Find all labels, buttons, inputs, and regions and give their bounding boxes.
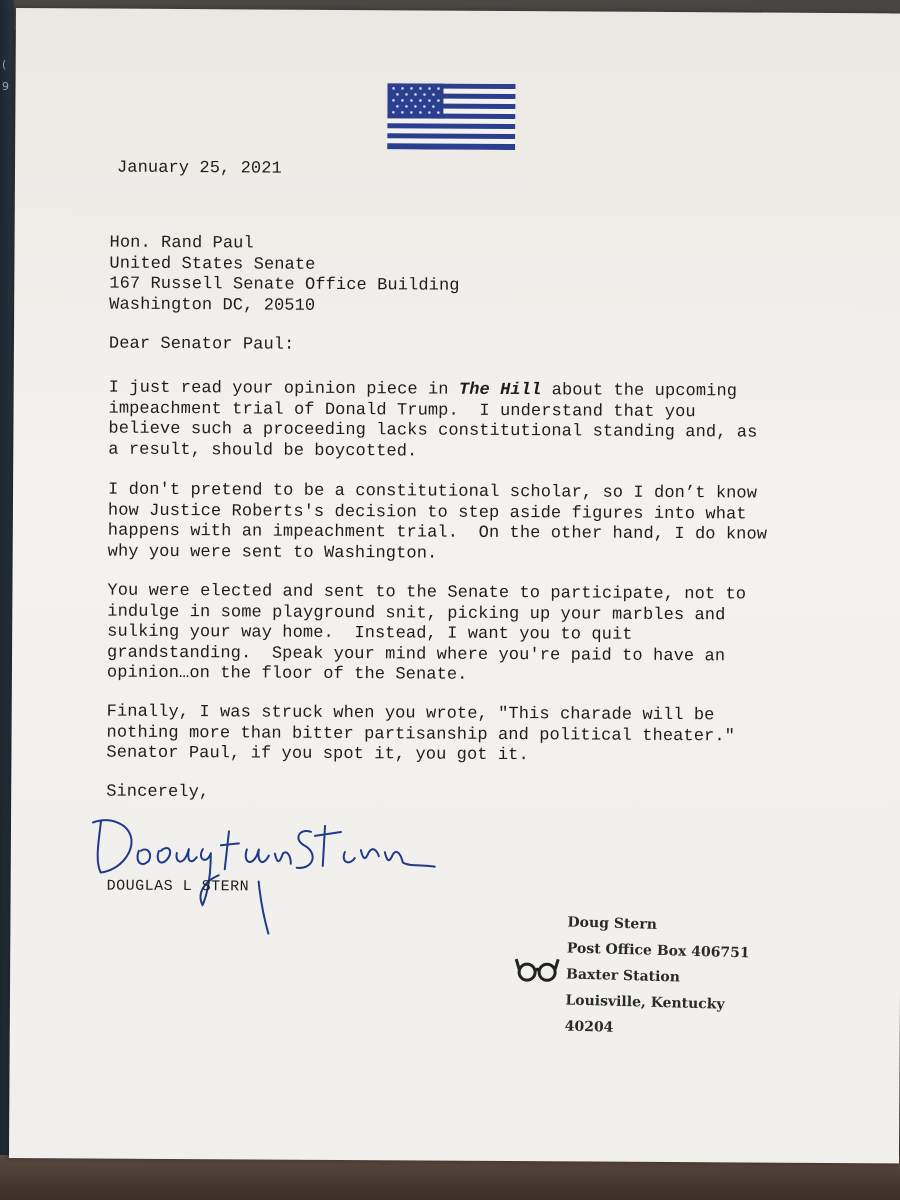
paragraph-text: You were elected and sent to the Senate to participate, not to <box>107 581 747 605</box>
paragraph-3 <box>107 582 746 688</box>
letter-date: January 25, 2021 <box>116 158 282 179</box>
paragraph-text: why you were sent to Washington. <box>107 542 438 564</box>
paragraph-text: sulking your way home. Instead, I want you to quit <box>107 622 633 645</box>
recipient-city: Washington DC, 20510 <box>109 295 316 316</box>
stamp-po-box: Post Office Box 406751 <box>566 940 750 962</box>
paragraph-text: Finally, I was struck when you wrote, "This charade will be <box>106 702 715 726</box>
paragraph-text: grandstanding. Speak your mind where you're paid to have an <box>107 643 726 666</box>
paragraph-text: indulge in some playground snit, picking up your marbles and <box>107 602 726 625</box>
paragraph-text: how Justice Roberts's decision to step aside figures into what <box>107 501 747 524</box>
recipient-organization: United States Senate <box>109 254 316 275</box>
return-address-stamp <box>564 909 750 1044</box>
letter-page <box>9 8 900 1163</box>
stamp-station: Baxter Station <box>565 966 681 986</box>
closing: Sincerely, <box>106 782 210 803</box>
stamp-city: Louisville, Kentucky <box>565 992 725 1013</box>
paragraph-text: believe such a proceeding lacks constitutional standing and, as <box>108 419 758 443</box>
paragraph-text: nothing more than bitter partisanship and political theater." <box>106 723 736 746</box>
stamp-zip: 40204 <box>564 1018 614 1036</box>
recipient-address <box>109 234 460 318</box>
edge-mark: ( <box>2 58 7 71</box>
paragraph-text: opinion…on the floor of the Senate. <box>106 663 468 685</box>
paragraph-text: Senator Paul, if you spot it, you got it. <box>106 743 529 766</box>
paragraph-text: a result, should be boycotted. <box>108 440 418 461</box>
eyeglasses-icon <box>514 955 560 985</box>
paragraph-text: impeachment trial of Donald Trump. I understand that you <box>108 399 696 422</box>
paragraph-1 <box>108 379 758 465</box>
handwritten-signature <box>78 800 479 942</box>
publication-name: The Hill <box>458 380 542 401</box>
paragraph-2 <box>108 481 768 567</box>
paragraph-text: happens with an impeachment trial. On the other hand, I do know <box>107 521 768 545</box>
paragraph-text: I just read your opinion piece in <box>108 378 459 400</box>
paragraph-text: I don't pretend to be a constitutional scholar, so I don’t know <box>107 480 758 504</box>
typed-signer-name: DOUGLAS L STERN <box>106 877 250 896</box>
paragraph-text: about the upcoming <box>541 381 738 402</box>
salutation: Dear Senator Paul: <box>108 334 295 355</box>
paragraph-4 <box>106 703 735 768</box>
recipient-street: 167 Russell Senate Office Building <box>109 274 460 296</box>
edge-mark: 9 <box>2 80 9 93</box>
us-flag-icon <box>387 83 515 150</box>
stamp-name: Doug Stern <box>567 914 658 933</box>
recipient-name: Hon. Rand Paul <box>109 233 254 254</box>
